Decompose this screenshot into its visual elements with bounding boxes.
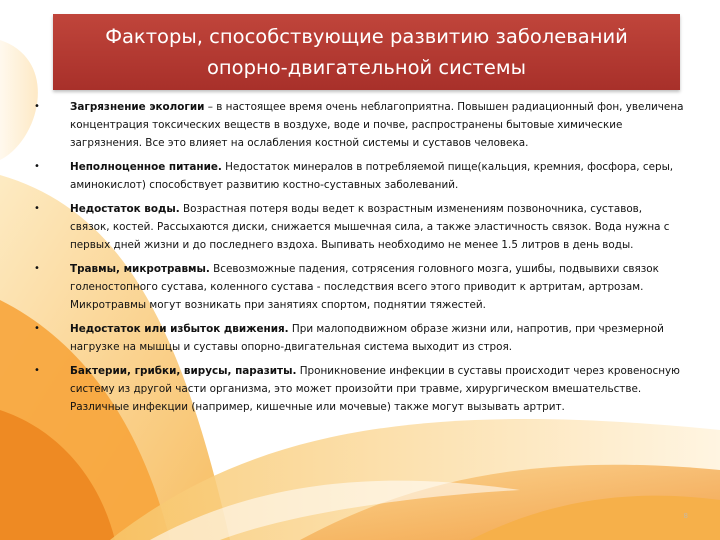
factor-text: Проникновение инфекции в суставы происходит через кровеносную систему из другой части организма, это может произойти при травме, хирургическом вмешательстве. Различные инфекции (например, кишечные или мочевые) также могут вызывать артрит. <box>70 365 680 413</box>
bullet-icon: • <box>34 101 40 112</box>
factor-item-infections <box>34 362 684 416</box>
factor-text: При малоподвижном образе жизни или, напротив, при чрезмерной нагрузке на мышцы и суставы опорно-двигательная система выходит из строя. <box>70 323 664 353</box>
factor-term: Неполноценное питание. <box>70 161 222 173</box>
factor-item-ecology <box>34 98 684 152</box>
factor-text: Возрастная потеря воды ведет к возрастным изменениям позвоночника, суставов, связок, костей. Рассыхаются диски, снижается мышечная сила, а также эластичность связок. Вода нужна с первых дней жизни и до последнего вздоха. Выпивать необходимо не менее 1.5 литров в день воды. <box>70 203 670 251</box>
factor-text: – в настоящее время очень неблагоприятна. Повышен радиационный фон, увеличена концентрация токсических веществ в воздухе, воде и почве, распространены бытовые химические загрязнения. Все это влияет на ослабления костной системы и суставов человека. <box>70 101 684 149</box>
page-number: 8 <box>683 512 688 520</box>
slide-title-line-2: опорно-двигательной системы <box>207 56 526 79</box>
slide-title-line-1: Факторы, способствующие развитию заболеваний <box>105 25 628 48</box>
factor-list <box>34 98 684 416</box>
factor-term: Травмы, микротравмы. <box>70 263 210 275</box>
slide-title-bar <box>53 14 680 90</box>
bullet-icon: • <box>34 203 40 214</box>
factor-term: Загрязнение экологии <box>70 101 205 113</box>
bullet-icon: • <box>34 161 40 172</box>
factor-item-water <box>34 200 684 254</box>
bullet-icon: • <box>34 323 40 334</box>
factor-item-movement <box>34 320 684 356</box>
factor-text: Всевозможные падения, сотрясения головного мозга, ушибы, подвывихи связок голеностопного сустава, коленного сустава - последствия всего этого приводит к артритам, артрозам. Микротравмы могут возникать при занятиях спортом, поднятии тяжестей. <box>70 263 659 311</box>
factor-term: Недостаток или избыток движения. <box>70 323 289 335</box>
slide-content <box>34 98 684 422</box>
factor-item-nutrition <box>34 158 684 194</box>
bullet-icon: • <box>34 365 40 376</box>
bullet-icon: • <box>34 263 40 274</box>
factor-term: Недостаток воды. <box>70 203 180 215</box>
factor-item-injuries <box>34 260 684 314</box>
factor-text: Недостаток минералов в потребляемой пище(кальция, кремния, фосфора, серы, аминокислот) способствует развитию костно-суставных заболеваний. <box>70 161 674 191</box>
factor-term: Бактерии, грибки, вирусы, паразиты. <box>70 365 297 377</box>
